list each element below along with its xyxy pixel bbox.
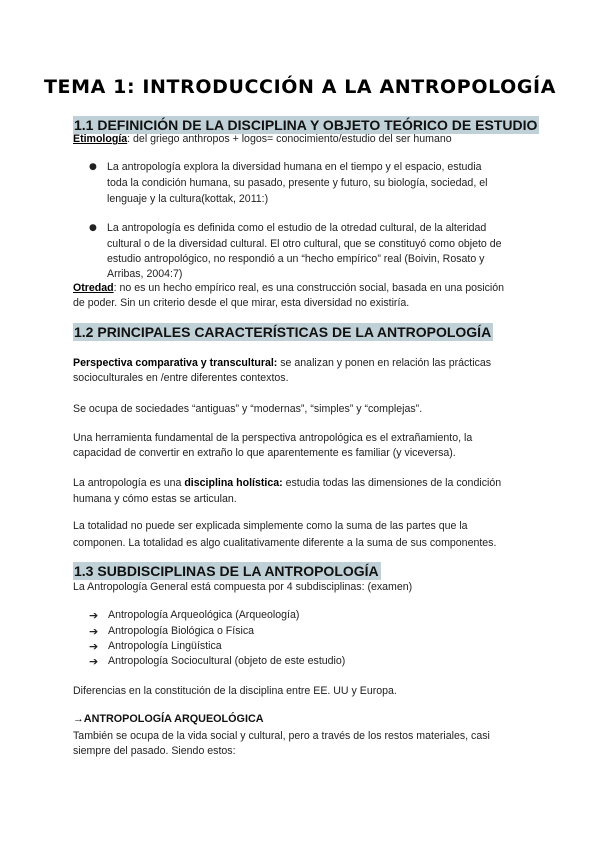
bullet-line: cultural o de la diversidad cultural. El otro cultural, que se constituyó como objeto de <box>107 238 502 250</box>
section-heading-1-3: 1.3 SUBDISCIPLINAS DE LA ANTROPOLOGÍA <box>74 563 379 579</box>
paragraph-line: humana y cómo estas se articulan. <box>73 493 237 505</box>
paragraph-line: Una herramienta fundamental de la perspectiva antropológica es el extrañamiento, la <box>73 432 473 444</box>
paragraph-text: La antropología es una <box>73 477 185 489</box>
bold-term: disciplina holística: <box>184 477 283 489</box>
etimologia-text: : del griego anthropos + logos= conocimiento/estudio del ser humano <box>127 133 452 145</box>
list-item: Antropología Sociocultural (objeto de este estudio) <box>108 655 346 667</box>
bullet-dot-icon: ● <box>89 162 97 172</box>
arrow-right-icon: ➔ <box>89 625 99 638</box>
otredad-text: : no es un hecho empírico real, es una construcción social, basada en una posición <box>113 282 505 294</box>
paragraph-sociedades: Se ocupa de sociedades “antiguas” y “modernas”, “simples” y “complejas”. <box>73 403 423 415</box>
section-heading-1-1: 1.1 DEFINICIÓN DE LA DISCIPLINA Y OBJETO TEÓRICO DE ESTUDIO <box>74 117 538 133</box>
paragraph-text: estudia todas las dimensiones de la condición <box>282 477 502 489</box>
list-item: Antropología Arqueológica (Arqueología) <box>108 609 300 621</box>
paragraph-text: se analizan y ponen en relación las prácticas <box>277 357 492 369</box>
list-item: Antropología Lingüística <box>108 640 222 652</box>
paragraph-comparativa <box>73 356 535 372</box>
etimologia-label: Etimología <box>73 133 128 145</box>
bullet-line: lenguaje y la cultura(kottak, 2011:) <box>107 193 269 205</box>
etimologia-line <box>73 132 535 148</box>
bullet-line: La antropología explora la diversidad humana en el tiempo y el espacio, estudia <box>107 161 482 173</box>
paragraph-line: componen. La totalidad es algo cualitativamente diferente a la suma de sus componentes. <box>73 537 497 549</box>
otredad-line <box>73 281 535 297</box>
paragraph-line: siempre del pasado. Siendo estos: <box>73 745 236 757</box>
subdisciplinas-intro: La Antropología General está compuesta por 4 subdisciplinas: (examen) <box>73 581 413 593</box>
arrow-right-icon: ➔ <box>89 609 99 622</box>
list-item: Antropología Biológica o Física <box>108 625 255 637</box>
paragraph-line: socioculturales en /entre diferentes contextos. <box>73 372 289 384</box>
otredad-label: Otredad <box>73 282 114 294</box>
paragraph-line: capacidad de convertir en extraño lo que aparentemente es familiar (y viceversa). <box>73 447 456 459</box>
section-heading-1-2: 1.2 PRINCIPALES CARACTERÍSTICAS DE LA ANTROPOLOGÍA <box>74 324 492 340</box>
bullet-line: Arribas, 2004:7) <box>107 268 183 280</box>
paragraph-holistica <box>73 476 535 492</box>
paragraph-line: La totalidad no puede ser explicada simplemente como la suma de las partes que la <box>73 520 468 532</box>
paragraph-line: También se ocupa de la vida social y cultural, pero a través de los restos materiales, casi <box>73 730 490 742</box>
arrow-right-icon: ➔ <box>89 655 99 668</box>
bullet-line: estudio antropológico, no respondió a un “hecho empírico” real (Boivin, Rosato y <box>107 253 485 265</box>
bullet-line: toda la condición humana, su pasado, presente y futuro, su biología, sociedad, el <box>107 177 488 189</box>
page-title: TEMA 1: INTRODUCCIÓN A LA ANTROPOLOGÍA <box>43 76 557 98</box>
bullet-line: La antropología es definida como el estudio de la otredad cultural, de la alteridad <box>107 222 487 234</box>
subheading-arqueologica: →ANTROPOLOGÍA ARQUEOLÓGICA <box>73 713 264 725</box>
bold-term: Perspectiva comparativa y transcultural: <box>73 357 278 369</box>
bullet-dot-icon: ● <box>89 223 97 233</box>
arrow-right-icon: ➔ <box>89 640 99 653</box>
otredad-line-2: de poder. Sin un criterio desde el que mirar, esta diversidad no existiría. <box>73 297 410 309</box>
paragraph-diferencias: Diferencias en la constitución de la disciplina entre EE. UU y Europa. <box>73 685 397 697</box>
